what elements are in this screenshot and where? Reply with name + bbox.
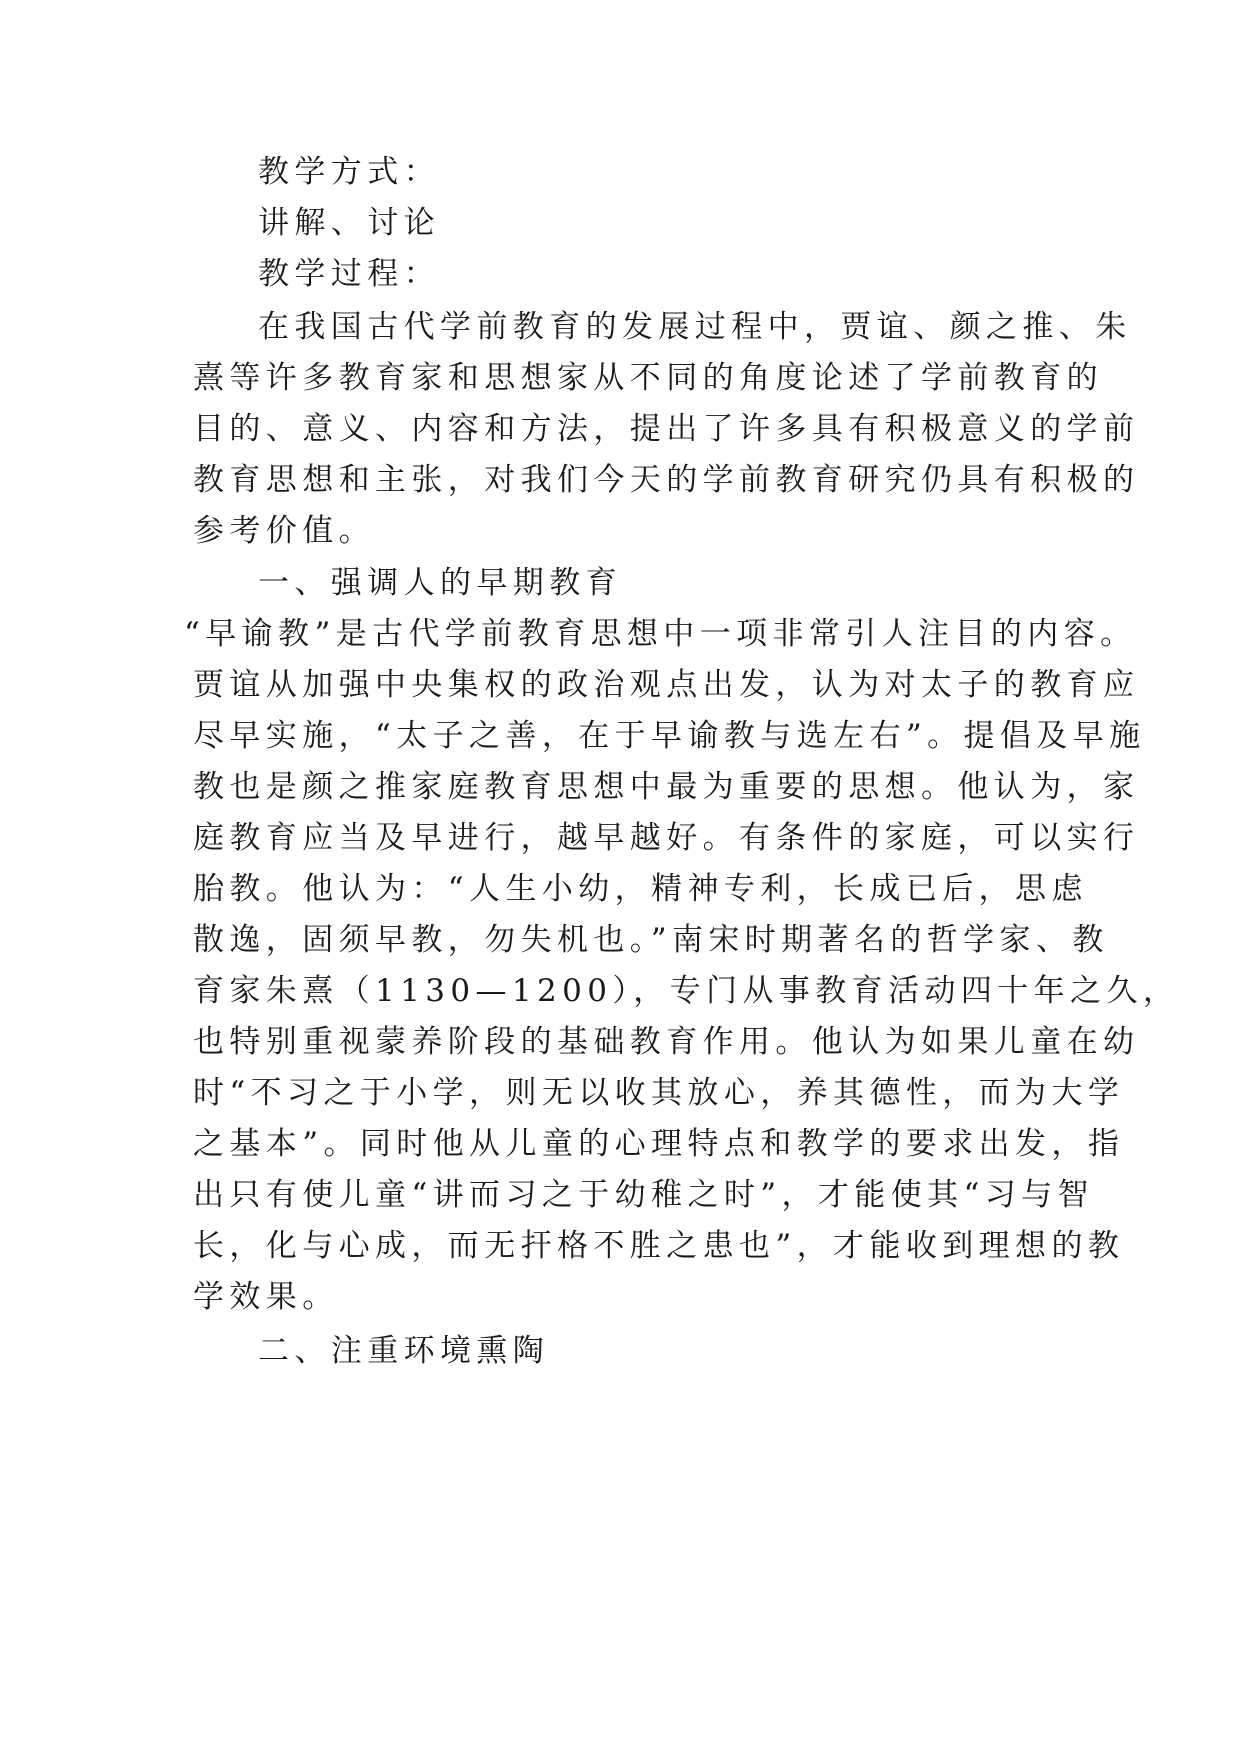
paragraph-line: 在我国古代学前教育的发展过程中，贾谊、颜之推、朱 (258, 309, 1132, 345)
paragraph-line: 目的、意义、内容和方法，提出了许多具有积极意义的学前 (193, 411, 1140, 447)
paragraph-line: 教育思想和主张，对我们今天的学前教育研究仍具有积极的 (193, 462, 1140, 498)
paragraph-line: 胎教。他认为：“人生小幼，精神专利，长成已后，思虑 (193, 871, 1088, 907)
section-heading-1: 一、强调人的早期教育 (258, 565, 622, 601)
paragraph-line: 教也是颜之推家庭教育思想中最为重要的思想。他认为，家 (193, 769, 1140, 805)
paragraph-line: 长，化与心成，而无扞格不胜之患也”，才能收到理想的教 (193, 1228, 1125, 1264)
paragraph-line: 也特别重视蒙养阶段的基础教育作用。他认为如果儿童在幼 (193, 1024, 1140, 1060)
paragraph-line: 出只有使儿童“讲而习之于幼稚之时”，才能使其“习与智 (193, 1177, 1094, 1213)
paragraph-line: 熹等许多教育家和思想家从不同的角度论述了学前教育的 (193, 360, 1103, 396)
paragraph-line: 庭教育应当及早进行，越早越好。有条件的家庭，可以实行 (193, 820, 1140, 856)
teaching-process-heading: 教学过程： (258, 256, 440, 292)
paragraph-line: 参考价值。 (193, 513, 375, 549)
teaching-method-text: 讲解、讨论 (258, 205, 440, 241)
paragraph-line: 贾谊从加强中央集权的政治观点出发，认为对太子的教育应 (193, 667, 1140, 703)
paragraph-line: 学效果。 (193, 1279, 339, 1315)
paragraph-line: 之基本”。同时他从儿童的心理特点和教学的要求出发，指 (193, 1126, 1125, 1162)
paragraph-line: 散逸，固须早教，勿失机也。”南宋时期著名的哲学家、教 (193, 922, 1109, 958)
section-heading-2: 二、注重环境熏陶 (258, 1333, 550, 1369)
paragraph-line: “早谕教”是古代学前教育思想中一项非常引人注目的内容。 (184, 616, 1137, 652)
teaching-method-heading: 教学方式： (258, 154, 440, 190)
paragraph-line: 时“不习之于小学，则无以收其放心，养其德性，而为大学 (193, 1075, 1125, 1111)
paragraph-line: 尽早实施，“太子之善，在于早谕教与选左右”。提倡及早施 (193, 718, 1146, 754)
paragraph-line: 育家朱熹（1130—1200），专门从事教育活动四十年之久， (193, 973, 1180, 1009)
